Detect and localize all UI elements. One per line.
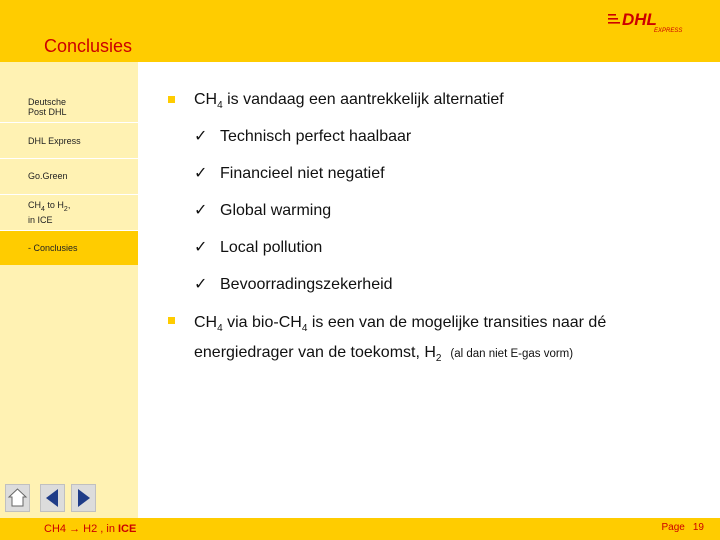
check-item-label: Global warming — [220, 202, 332, 219]
text: CH — [194, 314, 218, 331]
sidebar-item-label: DHL Express — [28, 136, 81, 146]
check-item — [194, 163, 385, 183]
subscript: 4 — [41, 205, 45, 213]
subscript: 4 — [217, 323, 223, 335]
text: H2 , in — [83, 523, 115, 535]
home-button[interactable] — [5, 484, 30, 512]
logo-subtext: EXPRESS — [654, 28, 683, 34]
arrow-icon: → — [69, 523, 81, 535]
logo-text: DHL — [622, 10, 657, 29]
text: is een van de mogelijke transities naar dé — [307, 314, 607, 331]
check-item — [194, 237, 322, 257]
subscript: 4 — [301, 323, 308, 335]
check-item-label: Local pollution — [220, 239, 323, 256]
bullet-text — [194, 90, 504, 116]
text: ICE — [118, 523, 137, 535]
next-arrow-icon — [72, 485, 95, 511]
page-title: Conclusies — [44, 36, 133, 56]
checkmark-icon: ✓ — [194, 239, 208, 256]
checkmark-icon: ✓ — [194, 165, 208, 182]
square-bullet-icon — [168, 96, 175, 103]
sidebar-item-conclusies[interactable] — [0, 231, 138, 265]
text: energiedrager van de toekomst, H — [194, 344, 436, 362]
square-bullet-icon — [168, 317, 175, 324]
page-label: Page — [661, 522, 685, 533]
check-item-label: Bevoorradingszekerheid — [220, 276, 393, 293]
check-item — [194, 126, 411, 146]
check-item — [194, 274, 393, 294]
check-item-label: Financieel niet negatief — [220, 165, 385, 182]
sidebar-item-label: to H — [44, 200, 64, 210]
subscript: 2 — [63, 205, 68, 213]
sidebar-item-label: Post DHL — [28, 107, 67, 117]
footer-subtitle — [44, 523, 136, 535]
previous-slide-button[interactable] — [40, 484, 65, 512]
sidebar-item-go-green[interactable] — [0, 159, 138, 193]
previous-arrow-icon — [41, 485, 64, 511]
check-item — [194, 200, 331, 220]
page-indicator — [662, 522, 704, 533]
checkmark-icon: ✓ — [194, 128, 208, 145]
header-bar — [0, 0, 720, 62]
checkmark-icon: ✓ — [194, 202, 208, 219]
sidebar-item-label: - Conclusies — [28, 243, 78, 253]
sidebar-item-ch4-to-h2[interactable] — [0, 195, 138, 229]
next-slide-button[interactable] — [71, 484, 96, 512]
text: CH4 — [44, 523, 67, 535]
sidebar-item-label: Go.Green — [28, 171, 68, 181]
dhl-logo — [608, 10, 692, 34]
sidebar-item-label: in ICE — [28, 214, 53, 225]
sidebar-item-deutsche-post-dhl[interactable] — [0, 94, 138, 120]
footer-bar — [0, 518, 720, 540]
subscript: 4 — [217, 100, 223, 112]
bullet-text — [194, 311, 606, 371]
sidebar-item-dhl-express[interactable] — [0, 123, 138, 157]
check-item-label: Technisch perfect haalbaar — [220, 128, 412, 145]
home-icon — [6, 485, 29, 511]
text: CH — [194, 91, 218, 108]
checkmark-icon: ✓ — [194, 276, 208, 293]
page-number: 19 — [692, 522, 704, 533]
sidebar-item-label: Deutsche — [28, 97, 67, 107]
sidebar-item-label: , — [67, 200, 71, 210]
small-note: (al dan niet E-gas vorm) — [450, 348, 574, 361]
text: via bio-CH — [222, 314, 302, 331]
sidebar — [0, 62, 138, 518]
subscript: 2 — [435, 353, 442, 365]
sidebar-item-label: CH — [28, 200, 41, 210]
text: is vandaag een aantrekkelijk alternatief — [222, 91, 504, 108]
